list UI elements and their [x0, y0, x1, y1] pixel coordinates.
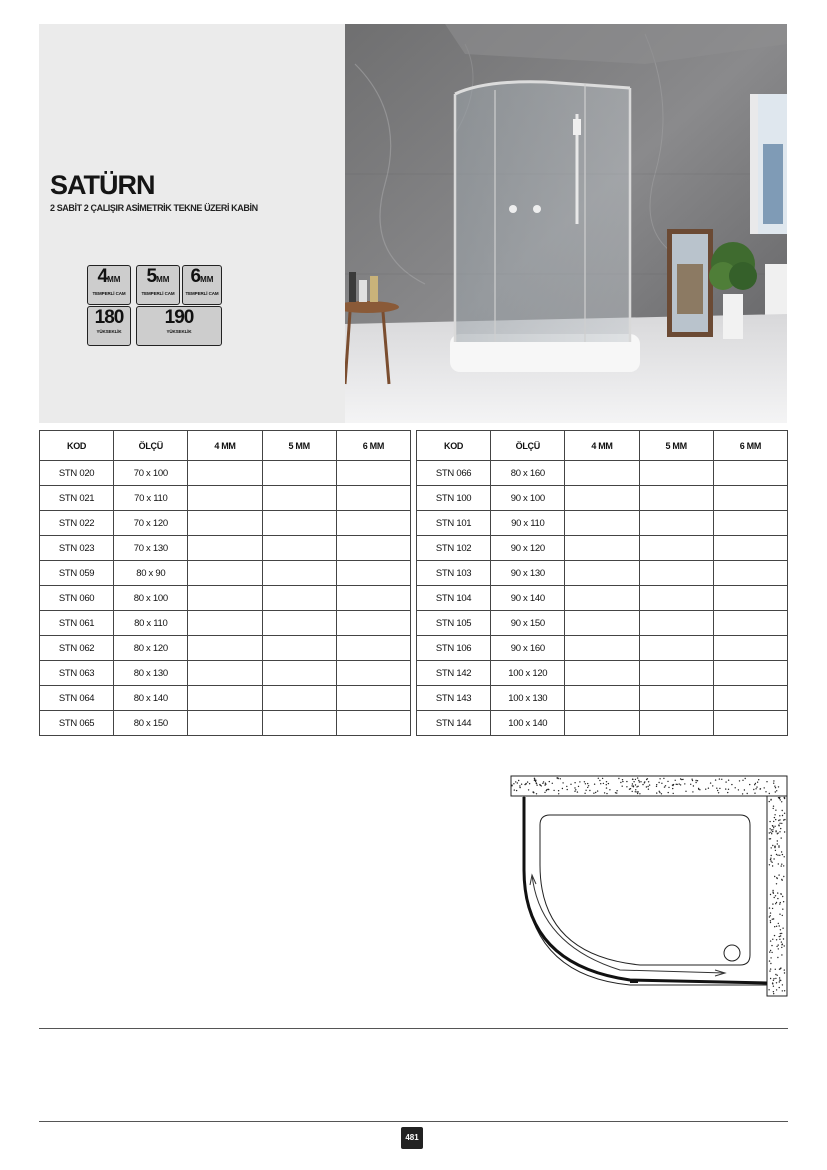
table-row: [40, 661, 411, 686]
product-size: 70 x 130: [114, 536, 188, 561]
footer-line: [39, 1121, 788, 1122]
header-olcu: ÖLÇÜ: [114, 431, 188, 461]
height-180-badge: 180 YÜKSEKLİK: [87, 306, 131, 346]
product-code: STN 062: [40, 636, 114, 661]
table-row: [417, 686, 788, 711]
cell-5mm: [262, 486, 336, 511]
product-code: STN 066: [417, 461, 491, 486]
cell-6mm: [713, 536, 787, 561]
product-size: 90 x 100: [491, 486, 565, 511]
product-size: 70 x 110: [114, 486, 188, 511]
header-olcu: ÖLÇÜ: [491, 431, 565, 461]
product-code: STN 101: [417, 511, 491, 536]
cell-5mm: [262, 686, 336, 711]
header-5mm: 5 MM: [262, 431, 336, 461]
product-size: 80 x 120: [114, 636, 188, 661]
cell-4mm: [188, 586, 262, 611]
product-size: 90 x 130: [491, 561, 565, 586]
table-header-row: [417, 431, 788, 461]
cell-6mm: [713, 586, 787, 611]
cell-5mm: [639, 686, 713, 711]
product-size: 100 x 130: [491, 686, 565, 711]
product-code: STN 060: [40, 586, 114, 611]
cell-4mm: [565, 586, 639, 611]
table-row: [417, 661, 788, 686]
cell-4mm: [188, 611, 262, 636]
page-number: 481: [401, 1127, 423, 1149]
product-size: 80 x 130: [114, 661, 188, 686]
table-row: [40, 586, 411, 611]
product-code: STN 023: [40, 536, 114, 561]
cell-6mm: [713, 511, 787, 536]
product-code: STN 064: [40, 686, 114, 711]
product-subtitle: 2 SABİT 2 ÇALIŞIR ASİMETRİK TEKNE ÜZERİ KABİN: [50, 203, 258, 213]
height-190-badge: 190 YÜKSEKLİK: [136, 306, 222, 346]
cell-4mm: [188, 536, 262, 561]
product-code: STN 142: [417, 661, 491, 686]
product-size: 100 x 120: [491, 661, 565, 686]
header-6mm: 6 MM: [336, 431, 410, 461]
cell-6mm: [336, 586, 410, 611]
cell-4mm: [188, 661, 262, 686]
table-row: [40, 711, 411, 736]
table-row: [417, 561, 788, 586]
header-kod: KOD: [417, 431, 491, 461]
table-row: [417, 636, 788, 661]
product-code: STN 103: [417, 561, 491, 586]
cell-4mm: [188, 686, 262, 711]
cell-6mm: [713, 611, 787, 636]
cell-6mm: [336, 461, 410, 486]
product-code: STN 022: [40, 511, 114, 536]
product-size: 80 x 150: [114, 711, 188, 736]
cell-5mm: [262, 536, 336, 561]
cell-6mm: [336, 561, 410, 586]
header-4mm: 4 MM: [188, 431, 262, 461]
table-row: [417, 611, 788, 636]
cell-5mm: [639, 636, 713, 661]
product-size: 90 x 160: [491, 636, 565, 661]
cell-5mm: [639, 586, 713, 611]
cell-4mm: [565, 561, 639, 586]
cell-5mm: [639, 486, 713, 511]
cell-4mm: [188, 461, 262, 486]
cell-4mm: [565, 661, 639, 686]
table-row: [40, 511, 411, 536]
cell-6mm: [713, 461, 787, 486]
product-size: 80 x 100: [114, 586, 188, 611]
cell-5mm: [262, 586, 336, 611]
cell-6mm: [713, 486, 787, 511]
cell-4mm: [565, 511, 639, 536]
cell-5mm: [639, 661, 713, 686]
cell-6mm: [336, 611, 410, 636]
cell-6mm: [336, 486, 410, 511]
cell-5mm: [639, 511, 713, 536]
product-code: STN 102: [417, 536, 491, 561]
cell-5mm: [639, 561, 713, 586]
cell-5mm: [262, 511, 336, 536]
product-code: STN 144: [417, 711, 491, 736]
cell-4mm: [188, 511, 262, 536]
product-code: STN 100: [417, 486, 491, 511]
product-header-panel: [39, 24, 345, 423]
cell-4mm: [188, 636, 262, 661]
product-title: SATÜRN: [50, 170, 155, 200]
cabin-plan-drawing: [510, 775, 790, 1005]
cell-5mm: [262, 661, 336, 686]
table-row: [40, 611, 411, 636]
cell-6mm: [713, 686, 787, 711]
cell-5mm: [262, 461, 336, 486]
cell-4mm: [188, 561, 262, 586]
table-row: [40, 561, 411, 586]
cell-4mm: [565, 711, 639, 736]
product-code: STN 063: [40, 661, 114, 686]
table-row: [417, 511, 788, 536]
product-code: STN 059: [40, 561, 114, 586]
table-row: [417, 536, 788, 561]
cell-6mm: [336, 661, 410, 686]
table-row: [417, 461, 788, 486]
product-size: 90 x 140: [491, 586, 565, 611]
header-4mm: 4 MM: [565, 431, 639, 461]
product-size: 90 x 120: [491, 536, 565, 561]
cell-6mm: [336, 636, 410, 661]
glass-5mm-badge: 5MM TEMPERLİ CAM: [136, 265, 180, 305]
table-header-row: [40, 431, 411, 461]
product-code: STN 061: [40, 611, 114, 636]
product-size: 70 x 120: [114, 511, 188, 536]
table-row: [40, 536, 411, 561]
product-code: STN 020: [40, 461, 114, 486]
header-kod: KOD: [40, 431, 114, 461]
product-size: 90 x 110: [491, 511, 565, 536]
table-row: [40, 686, 411, 711]
cell-5mm: [262, 711, 336, 736]
table-row: [417, 486, 788, 511]
cell-4mm: [565, 611, 639, 636]
cell-6mm: [336, 536, 410, 561]
cell-6mm: [713, 661, 787, 686]
product-code: STN 065: [40, 711, 114, 736]
product-size: 80 x 110: [114, 611, 188, 636]
product-code: STN 021: [40, 486, 114, 511]
product-photo: [345, 24, 787, 423]
cell-6mm: [336, 686, 410, 711]
product-size: 80 x 160: [491, 461, 565, 486]
cell-4mm: [565, 486, 639, 511]
cell-5mm: [639, 611, 713, 636]
cell-5mm: [262, 636, 336, 661]
product-code: STN 143: [417, 686, 491, 711]
cell-6mm: [336, 711, 410, 736]
product-code: STN 106: [417, 636, 491, 661]
table-row: [417, 586, 788, 611]
table-row: [40, 636, 411, 661]
product-size: 80 x 90: [114, 561, 188, 586]
table-row: [40, 486, 411, 511]
cell-5mm: [262, 611, 336, 636]
table-row: [40, 461, 411, 486]
glass-6mm-badge: 6MM TEMPERLİ CAM: [182, 265, 222, 305]
cell-4mm: [565, 686, 639, 711]
cell-5mm: [639, 536, 713, 561]
product-size: 80 x 140: [114, 686, 188, 711]
cell-6mm: [713, 636, 787, 661]
spec-table-right: [416, 430, 788, 736]
cell-4mm: [565, 461, 639, 486]
cell-4mm: [565, 536, 639, 561]
cell-5mm: [639, 711, 713, 736]
cell-6mm: [336, 511, 410, 536]
cell-5mm: [262, 561, 336, 586]
header-5mm: 5 MM: [639, 431, 713, 461]
product-code: STN 105: [417, 611, 491, 636]
table-row: [417, 711, 788, 736]
divider-line: [39, 1028, 788, 1029]
header-6mm: 6 MM: [713, 431, 787, 461]
spec-table-left: [39, 430, 411, 736]
cell-4mm: [565, 636, 639, 661]
cell-5mm: [639, 461, 713, 486]
product-code: STN 104: [417, 586, 491, 611]
glass-4mm-badge: 4MM TEMPERLİ CAM: [87, 265, 131, 305]
cell-4mm: [188, 711, 262, 736]
cell-4mm: [188, 486, 262, 511]
cell-6mm: [713, 711, 787, 736]
cell-6mm: [713, 561, 787, 586]
product-size: 100 x 140: [491, 711, 565, 736]
product-size: 90 x 150: [491, 611, 565, 636]
product-size: 70 x 100: [114, 461, 188, 486]
